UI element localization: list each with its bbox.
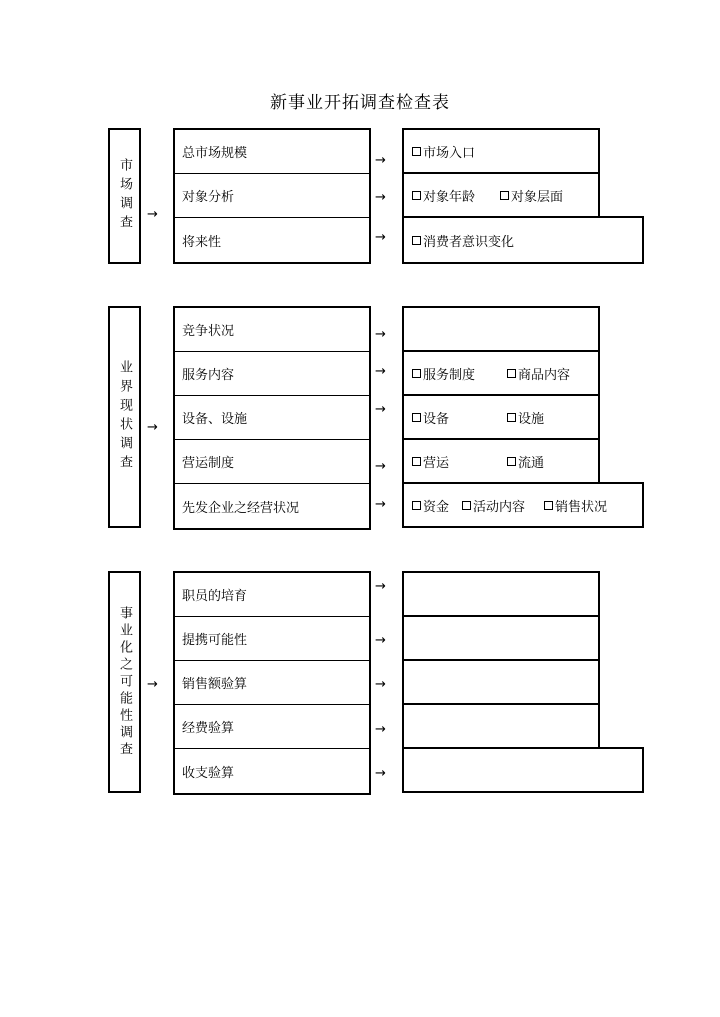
row-arrow-icon: → [375, 633, 386, 648]
row-arrow-icon: → [375, 190, 386, 205]
row-arrow-icon: → [375, 459, 386, 474]
option-item[interactable] [544, 496, 607, 515]
option-label: 资金 [423, 499, 450, 515]
option-item[interactable] [412, 452, 449, 471]
option-box [402, 394, 600, 440]
category-arrow-icon: → [147, 207, 158, 222]
row-arrow-icon: → [375, 766, 386, 781]
checkbox-icon[interactable] [412, 369, 421, 378]
option-box [402, 747, 644, 793]
option-item[interactable] [507, 452, 544, 471]
option-item[interactable] [507, 364, 570, 383]
checkbox-icon[interactable] [412, 191, 421, 200]
item-row: 设备、设施 [175, 396, 369, 440]
option-label: 对象年龄 [423, 189, 476, 205]
option-item[interactable] [500, 186, 563, 205]
category-box [108, 306, 141, 528]
checkbox-icon[interactable] [412, 147, 421, 156]
checkbox-icon[interactable] [412, 457, 421, 466]
row-arrow-icon: → [375, 497, 386, 512]
checkbox-icon[interactable] [412, 413, 421, 422]
option-box [402, 172, 600, 218]
category-box [108, 571, 141, 793]
checkbox-icon[interactable] [412, 501, 421, 510]
option-item[interactable] [412, 364, 475, 383]
category-arrow-icon: → [147, 420, 158, 435]
category-label: 业界现状调查 [117, 360, 132, 474]
item-row: 将来性 [182, 234, 222, 250]
row-arrow-icon: → [375, 579, 386, 594]
option-item[interactable] [412, 186, 475, 205]
checkbox-icon[interactable] [462, 501, 471, 510]
row-arrow-icon: → [375, 722, 386, 737]
option-item[interactable] [412, 408, 449, 427]
option-box [402, 306, 600, 352]
option-box [402, 216, 644, 264]
option-box [402, 128, 600, 174]
item-row: 销售额验算 [175, 661, 369, 705]
item-row: 对象分析 [175, 174, 369, 218]
item-row: 收支验算 [182, 765, 235, 781]
row-arrow-icon: → [375, 230, 386, 245]
row-arrow-icon: → [375, 402, 386, 417]
item-row: 总市场规模 [175, 130, 369, 174]
category-box [108, 128, 141, 264]
page-title: 新事业开拓调查检查表 [270, 93, 450, 113]
item-row: 服务内容 [175, 352, 369, 396]
option-label: 商品内容 [518, 367, 571, 383]
checkbox-icon[interactable] [544, 501, 553, 510]
checkbox-icon[interactable] [412, 236, 421, 245]
item-row: 经费验算 [175, 705, 369, 749]
item-row: 提携可能性 [175, 617, 369, 661]
option-label: 消费者意识变化 [423, 234, 515, 250]
option-label: 服务制度 [423, 367, 476, 383]
item-row: 营运制度 [175, 440, 369, 484]
row-arrow-icon: → [375, 364, 386, 379]
option-item[interactable] [412, 496, 449, 515]
checkbox-icon[interactable] [507, 413, 516, 422]
option-item[interactable] [462, 496, 525, 515]
items-box [173, 128, 371, 264]
option-box [402, 482, 644, 528]
checkbox-icon[interactable] [500, 191, 509, 200]
option-label: 市场入口 [423, 145, 476, 161]
option-box [402, 438, 600, 484]
row-arrow-icon: → [375, 677, 386, 692]
option-item[interactable] [507, 408, 544, 427]
option-box [402, 571, 600, 617]
option-label: 营运 [423, 455, 450, 471]
checkbox-icon[interactable] [507, 369, 516, 378]
row-arrow-icon: → [375, 327, 386, 342]
category-arrow-icon: → [147, 677, 158, 692]
item-row: 先发企业之经营状况 [182, 500, 300, 516]
option-label: 流通 [518, 455, 545, 471]
option-label: 设施 [518, 411, 545, 427]
option-box [402, 659, 600, 705]
category-label: 事业化之可能性调查 [117, 605, 132, 759]
option-box [402, 350, 600, 396]
items-box [173, 306, 371, 530]
option-item[interactable] [412, 142, 475, 161]
row-arrow-icon: → [375, 153, 386, 168]
category-label: 市场调查 [117, 158, 132, 234]
option-label: 活动内容 [473, 499, 526, 515]
option-label: 设备 [423, 411, 450, 427]
option-box [402, 615, 600, 661]
item-row: 职员的培育 [175, 573, 369, 617]
option-box [402, 703, 600, 749]
option-item[interactable] [412, 231, 514, 250]
items-box [173, 571, 371, 795]
option-label: 销售状况 [555, 499, 608, 515]
item-row: 竞争状况 [175, 308, 369, 352]
checkbox-icon[interactable] [507, 457, 516, 466]
option-label: 对象层面 [511, 189, 564, 205]
